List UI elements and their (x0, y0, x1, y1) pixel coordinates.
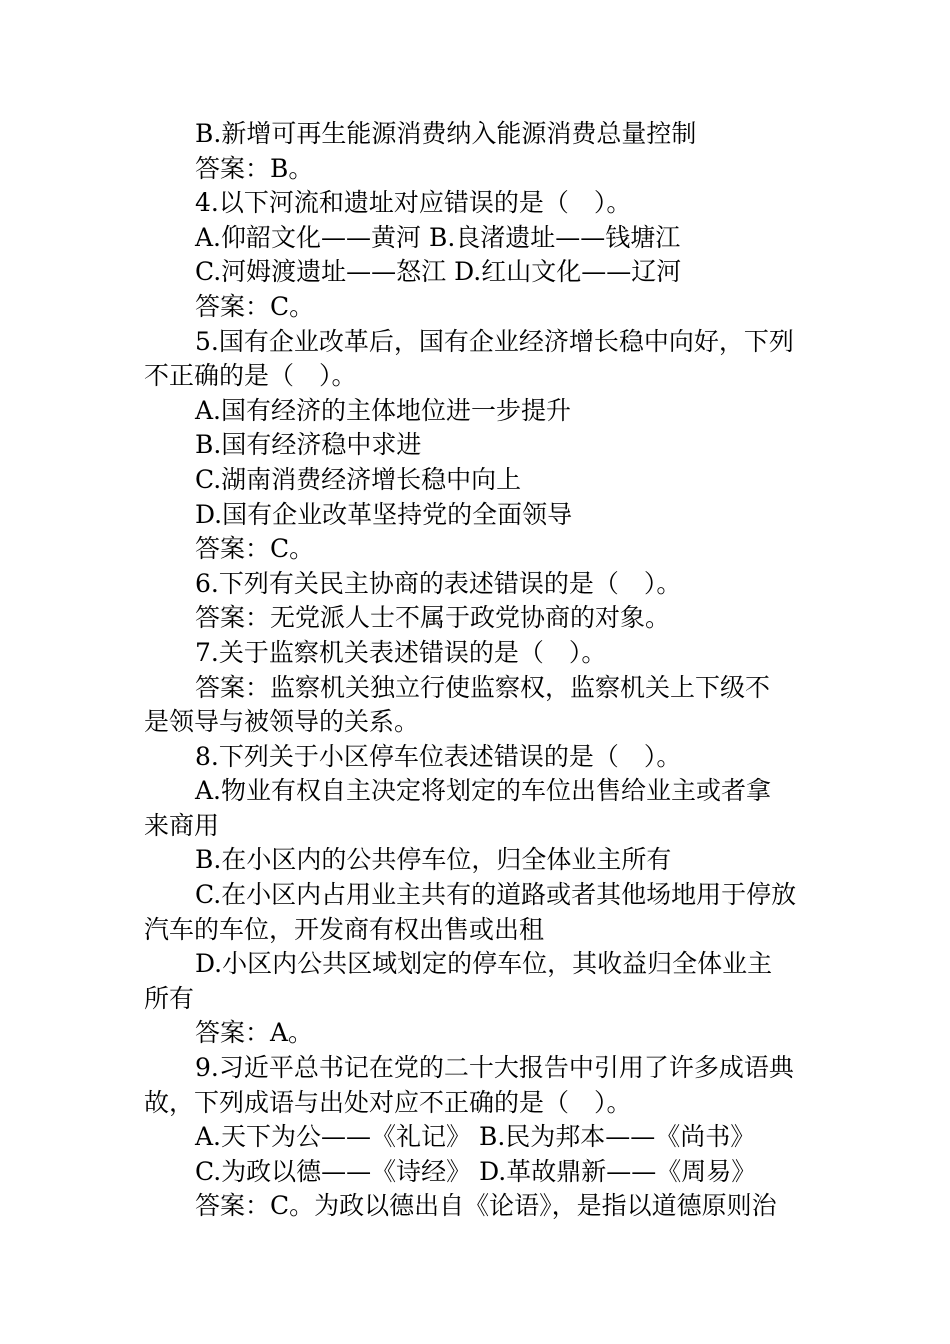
text-line: 答案：监察机关独立行使监察权，监察机关上下级不 (195, 672, 771, 702)
text-line: 故，下列成语与出处对应不正确的是（ ）。 (144, 1087, 632, 1117)
text-line: 是领导与被领导的关系。 (144, 707, 420, 737)
text-line: 来商用 (144, 810, 220, 840)
text-line: B.国有经济稳中求进 (195, 430, 422, 460)
text-line: C.湖南消费经济增长稳中向上 (195, 464, 522, 494)
text-line: C.为政以德——《诗经》 D.革故鼎新——《周易》 (195, 1156, 757, 1186)
text-line: 5.国有企业改革后，国有企业经济增长稳中向好，下列 (195, 326, 794, 356)
text-line: 汽车的车位，开发商有权出售或出租 (144, 914, 545, 944)
text-line: 6.下列有关民主协商的表述错误的是（ ）。 (195, 568, 682, 598)
text-line: D.国有企业改革坚持党的全面领导 (195, 499, 573, 529)
text-line: A.天下为公——《礼记》 B.民为邦本——《尚书》 (195, 1122, 756, 1152)
text-line: 答案：C。 (195, 534, 315, 564)
text-line: 所有 (144, 983, 195, 1013)
text-line: 4.以下河流和遗址对应错误的是（ ）。 (195, 188, 632, 218)
text-line: D.小区内公共区域划定的停车位，其收益归全体业主 (195, 949, 773, 979)
text-line: 答案：A。 (195, 1018, 314, 1048)
text-line: 答案：C。为政以德出自《论语》，是指以道德原则治 (195, 1191, 777, 1221)
document-body (144, 117, 808, 1224)
text-line: A.仰韶文化——黄河 B.良渚遗址——钱塘江 (195, 222, 681, 252)
text-line: C.在小区内占用业主共有的道路或者其他场地用于停放 (195, 880, 797, 910)
text-line: B.新增可再生能源消费纳入能源消费总量控制 (195, 119, 697, 148)
text-line: B.在小区内的公共停车位，归全体业主所有 (195, 845, 672, 875)
text-line: 8.下列关于小区停车位表述错误的是（ ）。 (195, 741, 682, 771)
text-line: 7.关于监察机关表述错误的是（ ）。 (195, 637, 607, 667)
text-line: 答案：无党派人士不属于政党协商的对象。 (195, 603, 671, 633)
text-line: A.国有经济的主体地位进一步提升 (195, 395, 572, 425)
text-line: 答案：C。 (195, 291, 315, 321)
text-line: A.物业有权自主决定将划定的车位出售给业主或者拿 (195, 776, 772, 806)
text-line: 不正确的是（ ）。 (144, 361, 357, 391)
text-line: 9.习近平总书记在党的二十大报告中引用了许多成语典 (195, 1053, 794, 1083)
text-line: 答案：B。 (195, 153, 314, 183)
text-line: C.河姆渡遗址——怒江 D.红山文化——辽河 (195, 257, 682, 287)
